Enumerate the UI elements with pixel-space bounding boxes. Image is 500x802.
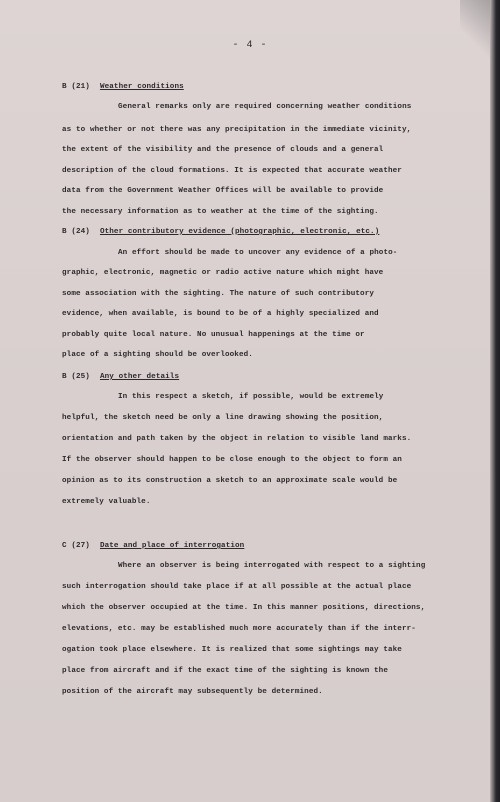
section-code: B (24) [62,228,90,236]
paragraph-line: description of the cloud formations. It is expected that accurate weather [62,167,402,175]
scan-edge [490,0,500,802]
paragraph-line: Where an observer is being interrogated with respect to a sighting [118,562,426,570]
section-code: C (27) [62,542,90,550]
paragraph-line: probably quite local nature. No unusual happenings at the time or [62,331,365,339]
paragraph-line: as to whether or not there was any precipitation in the immediate vicinity, [62,126,412,134]
paragraph-line: orientation and path taken by the object in relation to visible land marks. [62,435,412,443]
paragraph-line: place from aircraft and if the exact time of the sighting is known the [62,667,388,675]
section-code: B (25) [62,373,90,381]
paragraph-line: helpful, the sketch need be only a line drawing showing the position, [62,414,384,422]
paragraph-line: graphic, electronic, magnetic or radio active nature which might have [62,269,384,277]
paragraph-line: ogation took place elsewhere. It is realized that some sightings may take [62,646,402,654]
paragraph-line: General remarks only are required concerning weather conditions [118,103,412,111]
paragraph-line: the extent of the visibility and the presence of clouds and a general [62,146,384,154]
paragraph-line: extremely valuable. [62,498,151,506]
paragraph-line: opinion as to its construction a sketch to an approximate scale would be [62,477,398,485]
paragraph-line: evidence, when available, is bound to be of a highly specialized and [62,310,379,318]
paragraph-line: elevations, etc. may be established much more accurately than if the interr- [62,625,416,633]
paragraph-line: In this respect a sketch, if possible, would be extremely [118,393,384,401]
section-title: Date and place of interrogation [99,542,245,550]
section-title: Any other details [99,373,180,381]
paragraph-line: the necessary information as to weather at the time of the sighting. [62,208,379,216]
paragraph-line: such interrogation should take place if at all possible at the actual place [62,583,412,591]
section-code: B (21) [62,83,90,91]
paragraph-line: position of the aircraft may subsequently be determined. [62,688,323,696]
section-title: Other contributory evidence (photographic, electronic, etc.) [99,228,380,236]
section-heading-contributory-evidence [62,227,379,237]
section-heading-weather [62,82,184,92]
page-number: - 4 - [232,40,268,51]
paragraph-line: some association with the sighting. The nature of such contributory [62,290,375,298]
paragraph-line: data from the Government Weather Offices will be available to provide [62,187,384,195]
paragraph-line: place of a sighting should be overlooked. [62,351,253,359]
section-title: Weather conditions [99,83,184,91]
paragraph-line: which the observer occupied at the time. In this manner positions, directions, [62,604,426,612]
section-heading-other-details [62,372,179,382]
section-heading-interrogation [62,541,244,551]
paragraph-line: If the observer should happen to be close enough to the object to form an [62,456,402,464]
paragraph-line: An effort should be made to uncover any evidence of a photo- [118,249,398,257]
